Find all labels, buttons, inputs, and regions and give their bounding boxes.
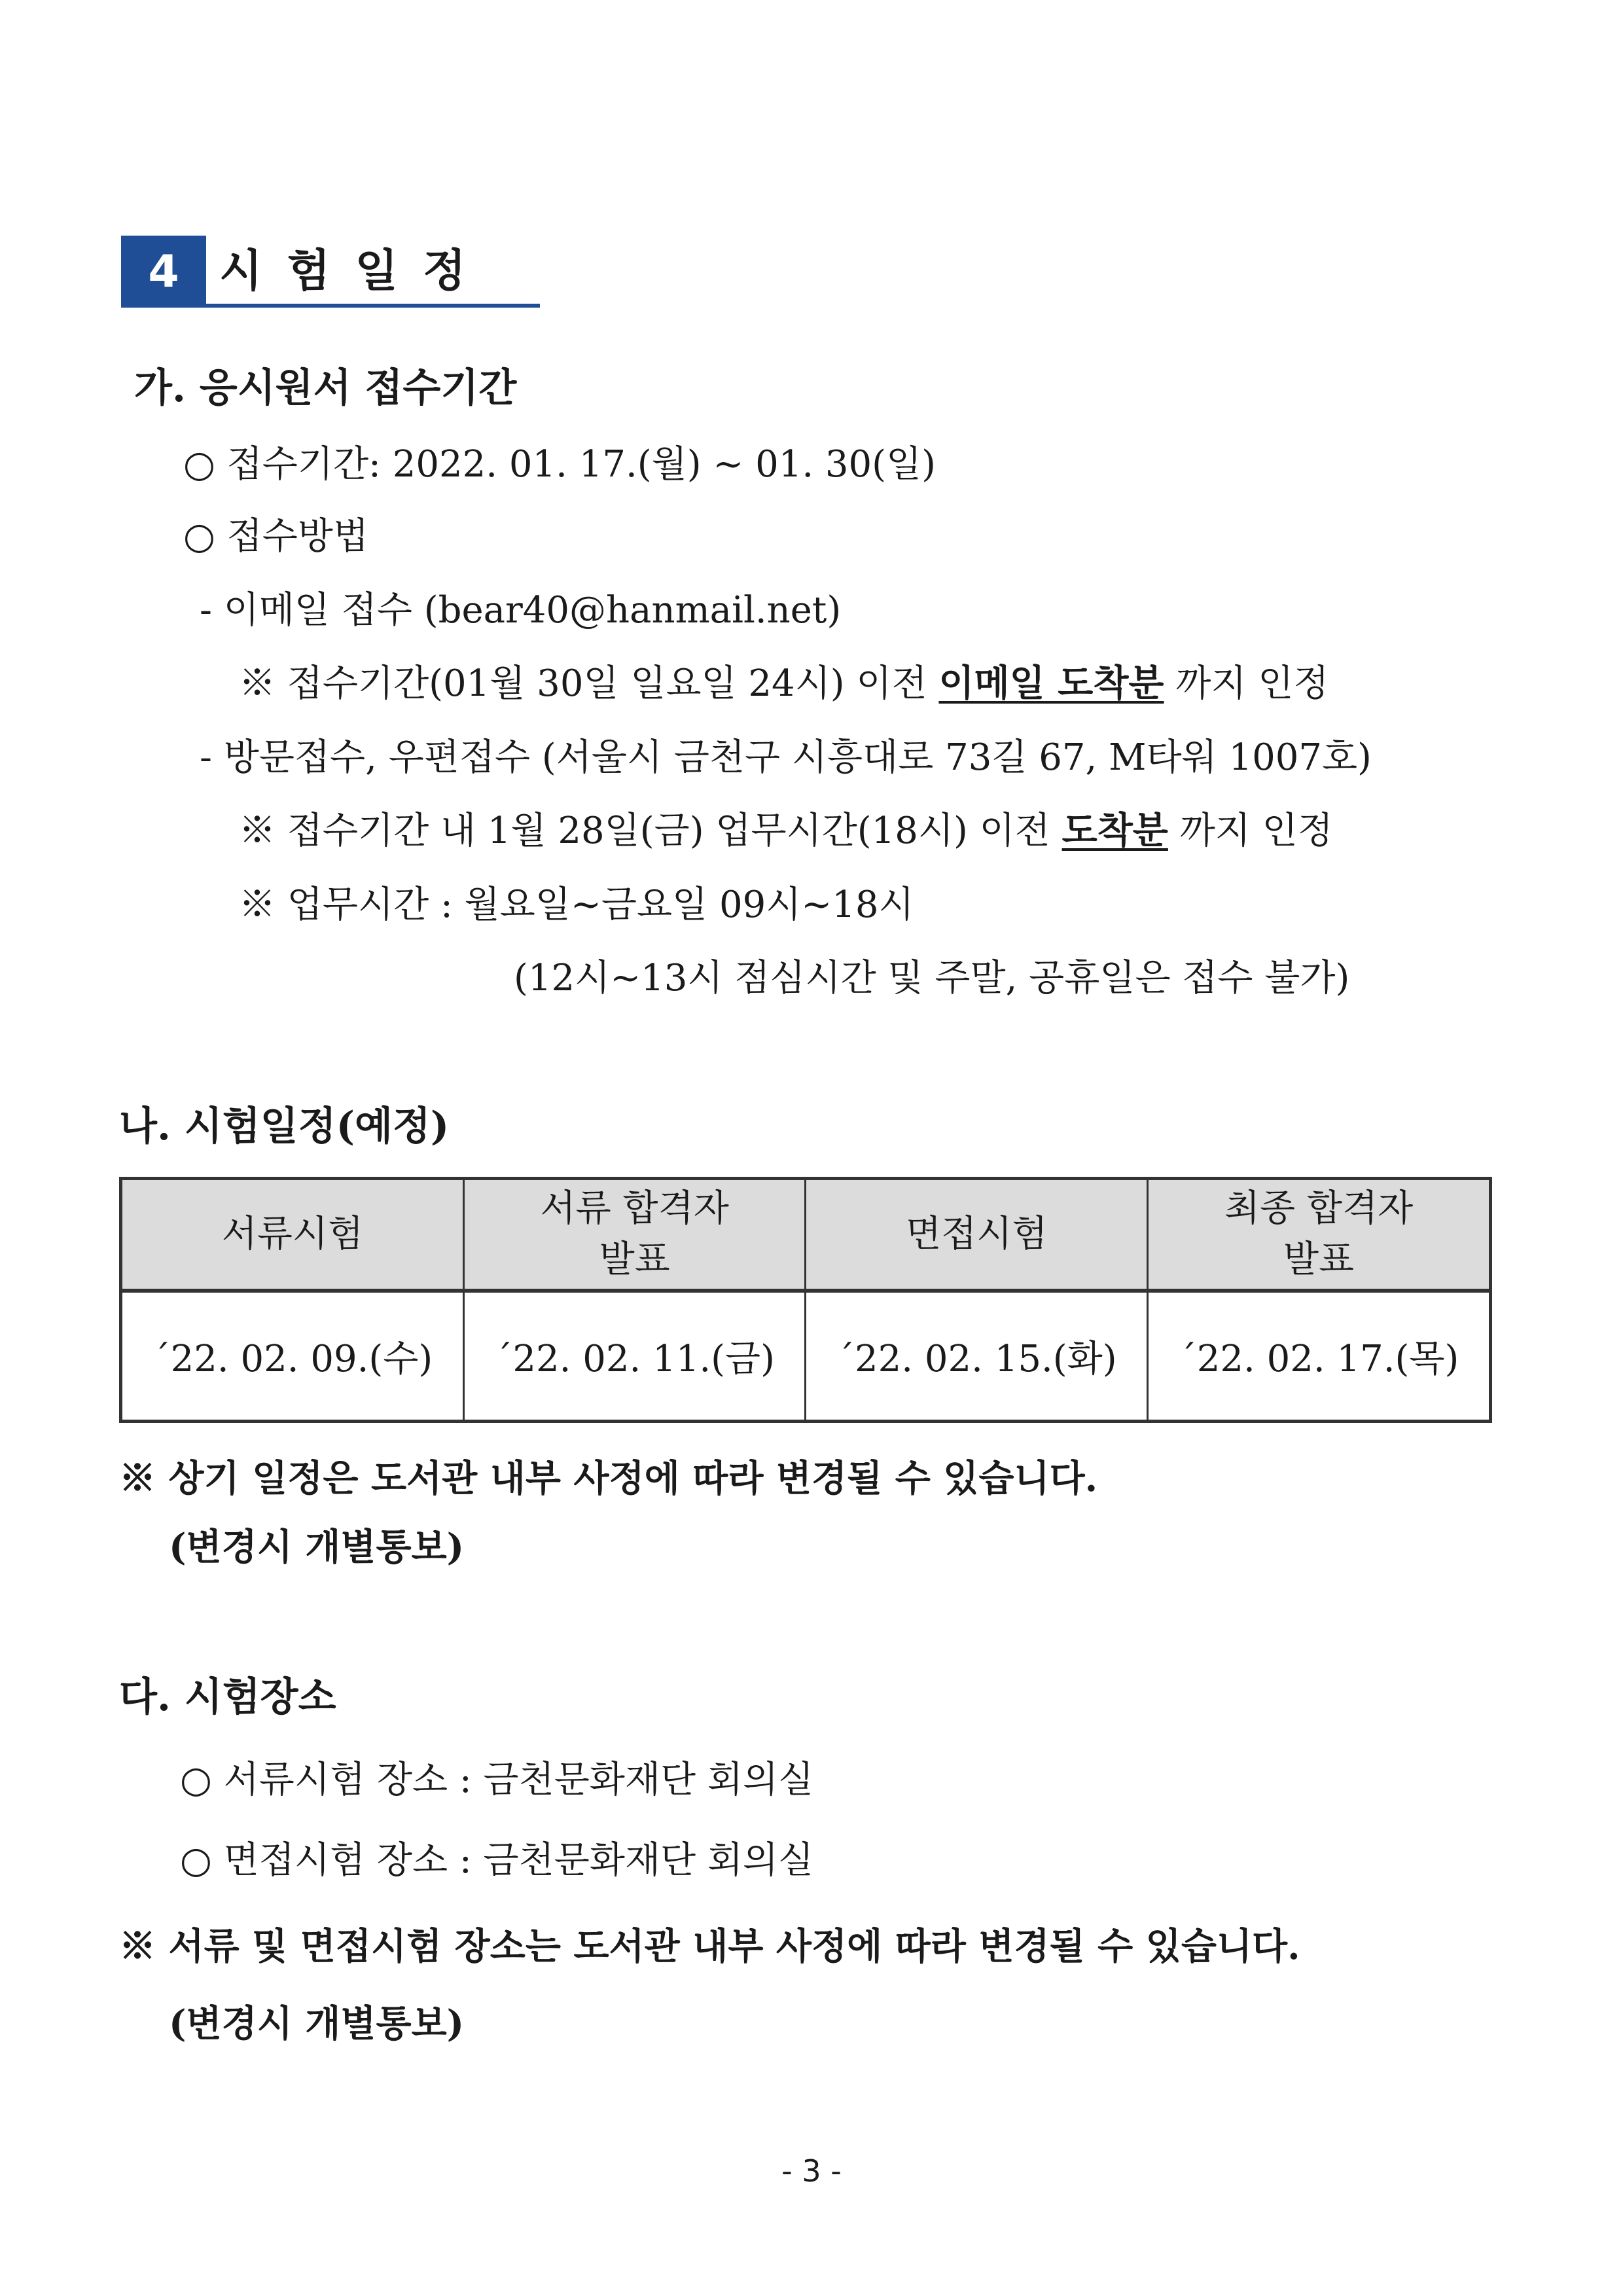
visit-note-prefix: ※ 접수기간 내 1월 28일(금) 업무시간(18시) 이전 — [239, 810, 1062, 852]
schedule-date-cell: ´22. 02. 09.(수) — [121, 1291, 464, 1422]
visit-deadline-note — [239, 802, 1333, 854]
header-label: 최종 합격자 — [1224, 1187, 1414, 1230]
section-header — [121, 236, 540, 308]
schedule-date-cell: ´22. 02. 15.(화) — [806, 1291, 1148, 1422]
header-label: 서류시험 — [221, 1213, 364, 1255]
schedule-date-row — [121, 1291, 1491, 1422]
header-label: 발표 — [599, 1238, 670, 1281]
schedule-header-cell — [1148, 1179, 1491, 1291]
section-number: 4 — [121, 236, 206, 308]
venue-change-notice: (변경시 개별통보) — [169, 2002, 465, 2045]
part-b-heading: 나. 시험일정(예정) — [119, 1103, 450, 1149]
header-label: 면접시험 — [906, 1213, 1048, 1255]
venue-change-note: ※ 서류 및 면접시험 장소는 도서관 내부 사정에 따라 변경될 수 있습니다. — [119, 1925, 1300, 1968]
schedule-table — [119, 1177, 1492, 1423]
visit-note-emphasis: 도착분 — [1061, 809, 1168, 852]
business-hours-exception: (12시~13시 점심시간 및 주말, 공휴일은 접수 불가) — [514, 957, 1350, 999]
schedule-date-cell: ´22. 02. 11.(금) — [463, 1291, 806, 1422]
schedule-header-cell — [121, 1179, 464, 1291]
page-number: - 3 - — [781, 2153, 842, 2189]
header-label: 발표 — [1283, 1238, 1355, 1281]
schedule-change-note: ※ 상기 일정은 도서관 내부 사정에 따라 변경될 수 있습니다. — [119, 1457, 1098, 1500]
email-submission: - 이메일 접수 (bear40@hanmail.net) — [200, 589, 842, 632]
schedule-header-cell — [463, 1179, 806, 1291]
visit-note-suffix: 까지 인정 — [1168, 810, 1333, 852]
header-label: 서류 합격자 — [540, 1187, 729, 1230]
part-c-heading: 다. 시험장소 — [119, 1674, 336, 1720]
email-note-prefix: ※ 접수기간(01월 30일 일요일 24시) 이전 — [239, 662, 939, 705]
interview-exam-venue: ○ 면접시험 장소 : 금천문화재단 회의실 — [180, 1839, 814, 1882]
schedule-change-notice: (변경시 개별통보) — [169, 1526, 465, 1569]
section-underline — [206, 304, 540, 308]
email-note-suffix: 까지 인정 — [1164, 662, 1329, 705]
document-exam-venue: ○ 서류시험 장소 : 금천문화재단 회의실 — [180, 1759, 814, 1801]
visit-mail-submission: - 방문접수, 우편접수 (서울시 금천구 시흥대로 73길 67, M타워 1007호) — [200, 736, 1372, 779]
schedule-header-cell — [806, 1179, 1148, 1291]
part-a-heading: 가. 응시원서 접수기간 — [134, 365, 517, 411]
schedule-header-row — [121, 1179, 1491, 1291]
application-method: ○ 접수방법 — [183, 515, 369, 558]
section-title: 시험일정 — [219, 245, 491, 297]
application-period: ○ 접수기간: 2022. 01. 17.(월) ~ 01. 30(일) — [183, 443, 936, 486]
email-deadline-note — [239, 655, 1329, 707]
schedule-date-cell: ´22. 02. 17.(목) — [1148, 1291, 1491, 1422]
business-hours-note: ※ 업무시간 : 월요일~금요일 09시~18시 — [239, 884, 914, 926]
email-note-emphasis: 이메일 도착분 — [938, 662, 1164, 705]
